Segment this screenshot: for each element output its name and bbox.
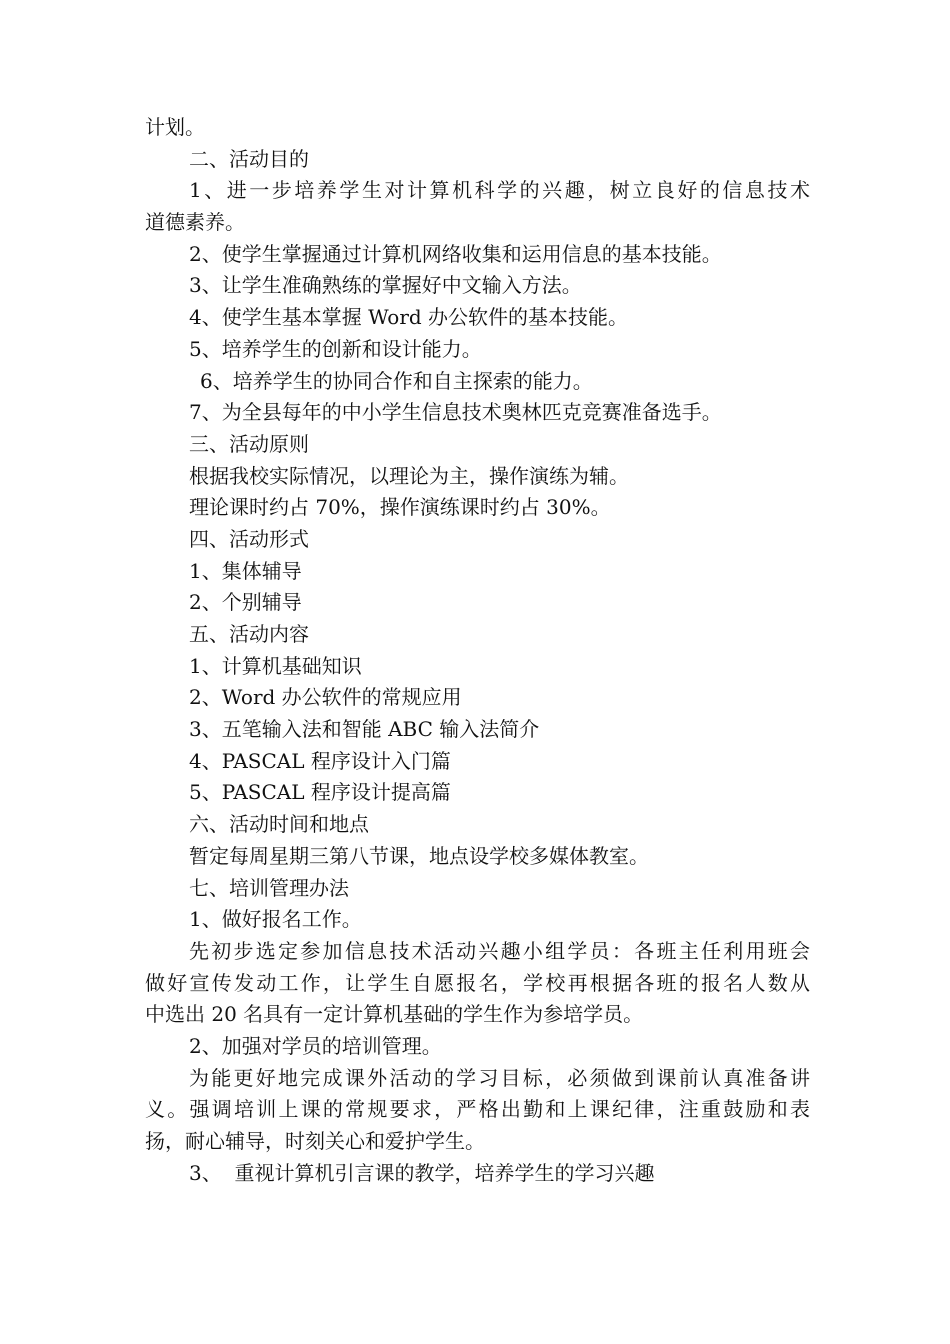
text-line: 5、PASCAL 程序设计提高篇 [189,780,451,805]
section-heading: 五、活动内容 [189,622,309,646]
text-line: 4、使学生基本掌握 Word 办公软件的基本技能。 [189,305,629,330]
text-line: 义。强调培训上课的常规要求，严格出勤和上课纪律，注重鼓励和表 [145,1097,810,1122]
text-line: 2、使学生掌握通过计算机网络收集和运用信息的基本技能。 [189,241,722,266]
text-line: 3、让学生准确熟练的掌握好中文输入方法。 [189,273,582,298]
document-body [145,112,810,1189]
text-line: 做好宣传发动工作，让学生自愿报名，学校再根据各班的报名人数从 [145,970,810,995]
text-line: 计划。 [145,115,205,139]
section-heading: 七、培训管理办法 [189,875,349,900]
section-heading: 六、活动时间和地点 [189,812,369,837]
text-line: 3、 重视计算机引言课的教学，培养学生的学习兴趣 [189,1160,655,1185]
text-line: 3、五笔输入法和智能 ABC 输入法简介 [189,717,540,742]
text-line: 理论课时约占 70%，操作演练课时约占 30%。 [189,495,611,520]
text-line: 4、PASCAL 程序设计入门篇 [189,748,451,773]
text-line: 道德素养。 [145,210,245,235]
text-line: 根据我校实际情况，以理论为主，操作演练为辅。 [189,463,629,488]
text-line: 1、集体辅导 [189,558,302,583]
text-line: 先初步选定参加信息技术活动兴趣小组学员：各班主任利用班会 [189,938,810,963]
text-line: 6、培养学生的协同合作和自主探索的能力。 [200,368,593,393]
text-line: 扬，耐心辅导，时刻关心和爱护学生。 [145,1129,485,1153]
text-line: 2、加强对学员的培训管理。 [189,1033,442,1058]
text-line: 5、培养学生的创新和设计能力。 [189,336,482,361]
text-line: 1、进一步培养学生对计算机科学的兴趣，树立良好的信息技术 [189,178,810,203]
text-line: 1、做好报名工作。 [189,907,362,932]
text-line: 中选出 20 名具有一定计算机基础的学生作为参培学员。 [145,1002,644,1027]
text-line: 2、个别辅导 [189,590,302,615]
text-line: 1、计算机基础知识 [189,653,362,678]
text-line: 2、Word 办公软件的常规应用 [189,685,462,710]
section-heading: 二、活动目的 [189,146,309,171]
text-line: 为能更好地完成课外活动的学习目标，必须做到课前认真准备讲 [189,1065,810,1090]
text-line: 7、为全县每年的中小学生信息技术奥林匹克竞赛准备选手。 [189,400,722,425]
section-heading: 三、活动原则 [189,431,309,456]
section-heading: 四、活动形式 [189,526,309,551]
text-line: 暂定每周星期三第八节课，地点设学校多媒体教室。 [189,843,649,868]
